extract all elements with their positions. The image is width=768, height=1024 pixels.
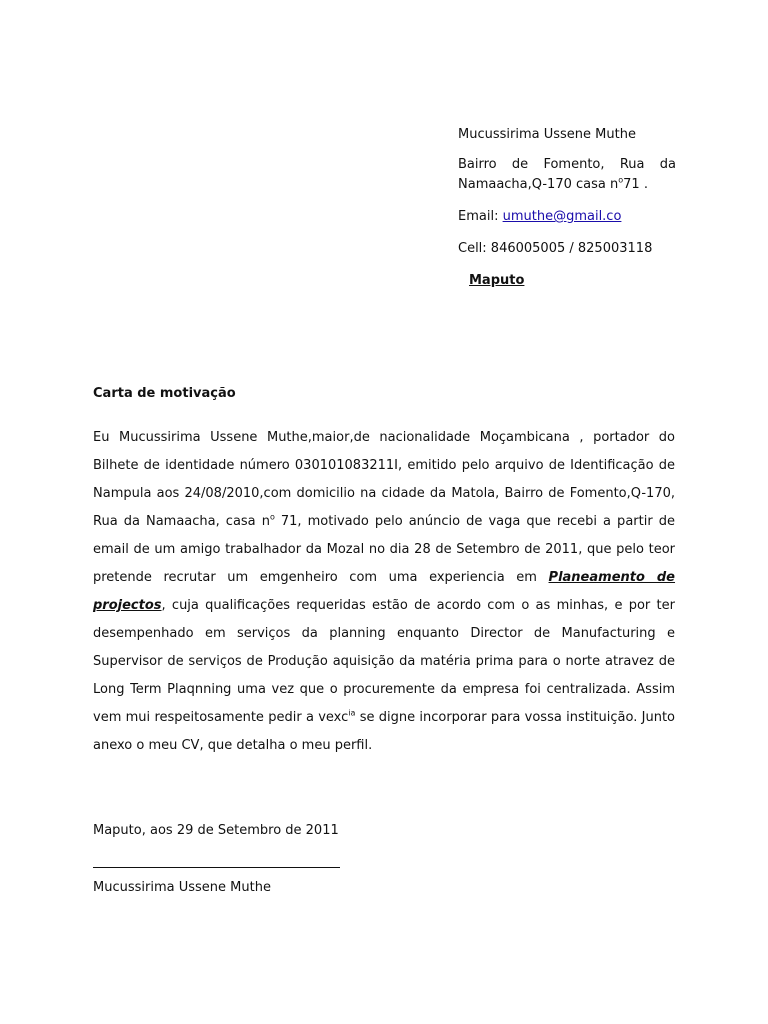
date-line: Maputo, aos 29 de Setembro de 2011 <box>93 823 339 838</box>
body-part-1: Eu Mucussirima Ussene Muthe,maior,de nacionalidade Moçambicana , portador do Bilhete de identidade número 030101083211I, emitido pelo arquivo de Identificação de Nampula aos 24/08/2010,com domicilio na cidade da Matola, Bairro de Fomento,Q-170, Rua da Namaacha, casa n <box>93 430 675 529</box>
sender-email-line <box>458 207 621 226</box>
sender-city: Maputo <box>469 273 525 288</box>
signature-line <box>93 867 340 868</box>
address-ordinal: o <box>618 175 624 185</box>
sender-cell: Cell: 846005005 / 825003118 <box>458 241 653 256</box>
email-link[interactable]: umuthe@gmail.co <box>502 209 622 224</box>
letter-body <box>93 424 675 760</box>
letter-subject: Carta de motivação <box>93 386 236 401</box>
body-ordinal: o <box>269 512 275 522</box>
address-line2-prefix: Namaacha,Q-170 casa n <box>458 177 619 192</box>
body-part-3: , cuja qualificações requeridas estão de acordo com o as minhas, e por ter desempenhado em serviços da planning enquanto Director de Manufacturing e Supervisor de serviços de Produção aquisição da matéria prima para o norte atravez de Long Term Plaqnning uma vez que o procuremente da empresa foi centralizada. Assim vem mui respeitosamente pedir a vexc <box>93 598 675 725</box>
sender-address-line2 <box>458 175 648 194</box>
sender-address-line1: Bairro de Fomento, Rua da <box>458 157 676 172</box>
email-label: Email: <box>458 209 499 224</box>
body-part-2: 71, motivado pelo anúncio de vaga que recebi a partir de email de um amigo trabalhador da Mozal no dia 28 de Setembro de 2011, que pelo teor pretende recrutar um emgenheiro com uma experiencia em <box>93 514 675 585</box>
signature-name: Mucussirima Ussene Muthe <box>93 880 271 895</box>
body-superscript: ia <box>348 708 356 718</box>
body-part-4: se digne incorporar para vossa instituição. Junto anexo o meu CV, que detalha o meu perfil. <box>93 710 675 753</box>
body-emphasis: Planeamento de projectos <box>93 570 676 613</box>
address-line2-suffix: 71 . <box>623 177 648 192</box>
sender-name: Mucussirima Ussene Muthe <box>458 127 636 142</box>
